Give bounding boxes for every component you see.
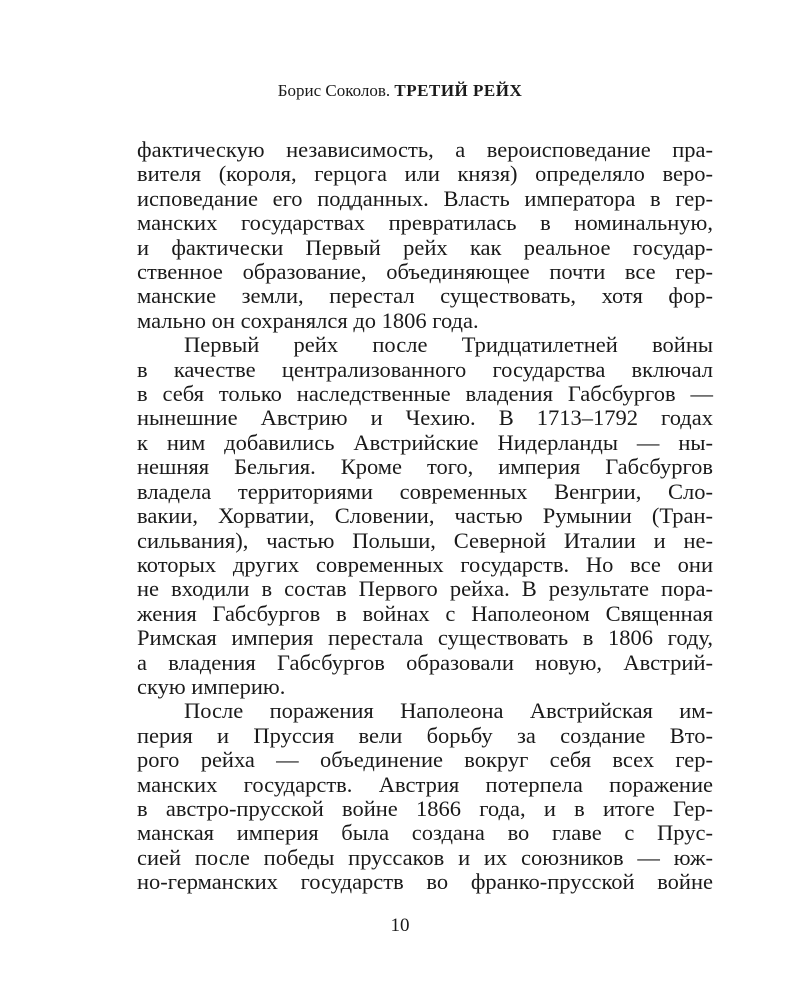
text-line: сией после победы пруссаков и их союзников — юж- [137, 844, 713, 870]
text-line: а владения Габсбургов образовали новую, Австрий- [137, 649, 713, 675]
text-line: манских государств. Австрия потерпела поражение [137, 771, 713, 797]
text-line: скую империю. [137, 673, 286, 699]
text-line: манские земли, перестал существовать, хотя фор- [137, 283, 713, 309]
text-line: Римская империя перестала существовать в 1806 году, [137, 625, 713, 651]
text-line: перия и Пруссия вели борьбу за создание Вто- [137, 722, 713, 748]
paragraph [137, 138, 713, 333]
text-line: Первый рейх после Тридцатилетней войны [184, 332, 713, 358]
text-line: сильвания), частью Польши, Северной Италии и не- [137, 527, 713, 553]
text-line: к ним добавились Австрийские Нидерланды — ны- [137, 429, 713, 455]
body-text [137, 138, 713, 895]
running-head [0, 80, 800, 102]
text-line: мально он сохранялся до 1806 года. [137, 307, 479, 333]
text-line: нынешние Австрию и Чехию. В 1713–1792 годах [137, 405, 713, 431]
text-line: не входили в состав Первого рейха. В результате пора- [137, 576, 713, 602]
text-line: но-германских государств во франко-прусской войне [137, 869, 713, 895]
text-line: нешняя Бельгия. Кроме того, империя Габсбургов [137, 454, 713, 480]
running-head-title: ТРЕТИЙ РЕЙХ [394, 81, 523, 100]
text-line: фактическую независимость, а вероисповедание пра- [137, 137, 713, 162]
page-number: 10 [390, 915, 410, 936]
paragraph [137, 333, 713, 699]
text-line: исповедание его подданных. Власть императора в гер- [137, 185, 713, 211]
text-line: рого рейха — объединение вокруг себя всех гер- [137, 747, 713, 773]
running-head-author: Борис Соколов. [277, 81, 391, 100]
text-line: в себя только наследственные владения Габсбургов — [137, 381, 713, 407]
text-line: После поражения Наполеона Австрийская им- [184, 698, 713, 724]
text-line: и фактически Первый рейх как реальное государ- [137, 234, 713, 260]
text-line: которых других современных государств. Но все они [137, 551, 713, 577]
text-line: ственное образование, объединяющее почти все гер- [137, 259, 713, 285]
text-line: владела территориями современных Венгрии, Сло- [137, 478, 713, 504]
text-line: в качестве централизованного государства включал [137, 356, 713, 382]
text-line: вителя (короля, герцога или князя) определяло веро- [137, 161, 713, 187]
text-line: жения Габсбургов в войнах с Наполеоном Священная [137, 600, 713, 626]
paragraph [137, 699, 713, 894]
text-line: манская империя была создана во главе с Прус- [137, 820, 713, 846]
text-line: манских государствах превратилась в номинальную, [137, 210, 713, 236]
text-line: в австро-прусской войне 1866 года, и в итоге Гер- [137, 795, 713, 821]
text-line: вакии, Хорватии, Словении, частью Румынии (Тран- [137, 503, 713, 529]
